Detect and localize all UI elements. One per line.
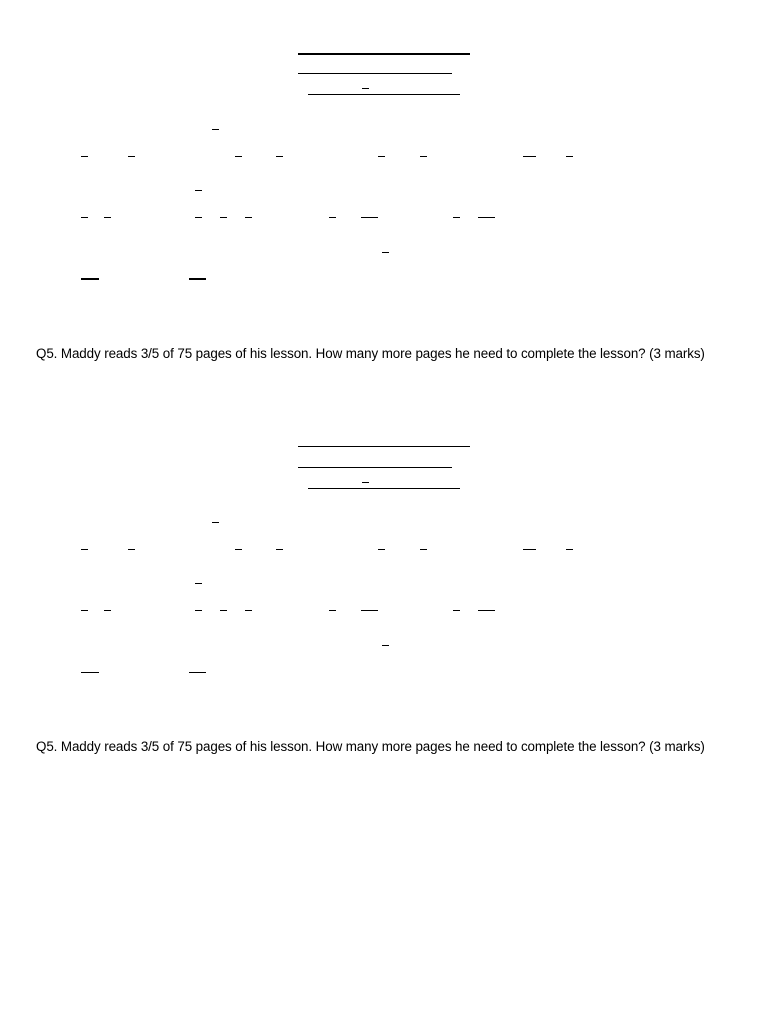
header-rule xyxy=(298,73,452,74)
fraction-dash xyxy=(212,522,219,523)
fraction-dash xyxy=(245,217,252,218)
fraction-dash xyxy=(453,610,460,611)
fraction-dash xyxy=(378,549,385,550)
fraction-dash xyxy=(453,217,460,218)
header-rule xyxy=(298,446,470,447)
fraction-dash xyxy=(81,278,99,280)
header-rule xyxy=(308,94,460,95)
fraction-dash xyxy=(523,156,536,157)
fraction-dash xyxy=(523,549,536,550)
fraction-dash xyxy=(104,610,111,611)
fraction-dash xyxy=(212,129,219,130)
fraction-dash xyxy=(189,278,206,280)
fraction-dash xyxy=(361,217,378,218)
header-rule xyxy=(298,53,470,55)
fraction-dash xyxy=(195,583,202,584)
fraction-dash xyxy=(195,217,202,218)
question-text: Q5. Maddy reads 3/5 of 75 pages of his lesson. How many more pages he need to complete the lesson? (3 marks) xyxy=(36,739,705,754)
fraction-dash xyxy=(245,610,252,611)
fraction-dash xyxy=(81,156,88,157)
fraction-dash xyxy=(220,217,227,218)
fraction-dash xyxy=(104,217,111,218)
fraction-dash xyxy=(420,156,427,157)
header-rule xyxy=(298,467,452,468)
fraction-dash xyxy=(276,156,283,157)
fraction-dash xyxy=(189,672,206,673)
fraction-dash xyxy=(81,217,88,218)
fraction-lines-block xyxy=(0,393,768,753)
fraction-dash xyxy=(220,610,227,611)
fraction-dash xyxy=(81,610,88,611)
fraction-dash xyxy=(382,645,389,646)
fraction-dash xyxy=(235,549,242,550)
fraction-dash xyxy=(276,549,283,550)
fraction-dash xyxy=(478,610,495,611)
fraction-dash xyxy=(566,156,573,157)
fraction-dash xyxy=(329,217,336,218)
header-rule xyxy=(308,488,460,489)
fraction-dash xyxy=(128,156,135,157)
fraction-dash xyxy=(566,549,573,550)
fraction-dash xyxy=(362,88,369,89)
fraction-dash xyxy=(420,549,427,550)
fraction-dash xyxy=(195,610,202,611)
fraction-dash xyxy=(235,156,242,157)
fraction-lines-block xyxy=(0,0,768,360)
question-text: Q5. Maddy reads 3/5 of 75 pages of his lesson. How many more pages he need to complete the lesson? (3 marks) xyxy=(36,346,705,361)
fraction-dash xyxy=(378,156,385,157)
fraction-dash xyxy=(362,482,369,483)
fraction-dash xyxy=(195,190,202,191)
fraction-dash xyxy=(382,252,389,253)
fraction-dash xyxy=(128,549,135,550)
fraction-dash xyxy=(361,610,378,611)
fraction-dash xyxy=(81,549,88,550)
fraction-dash xyxy=(478,217,495,218)
fraction-dash xyxy=(329,610,336,611)
fraction-dash xyxy=(81,672,99,673)
